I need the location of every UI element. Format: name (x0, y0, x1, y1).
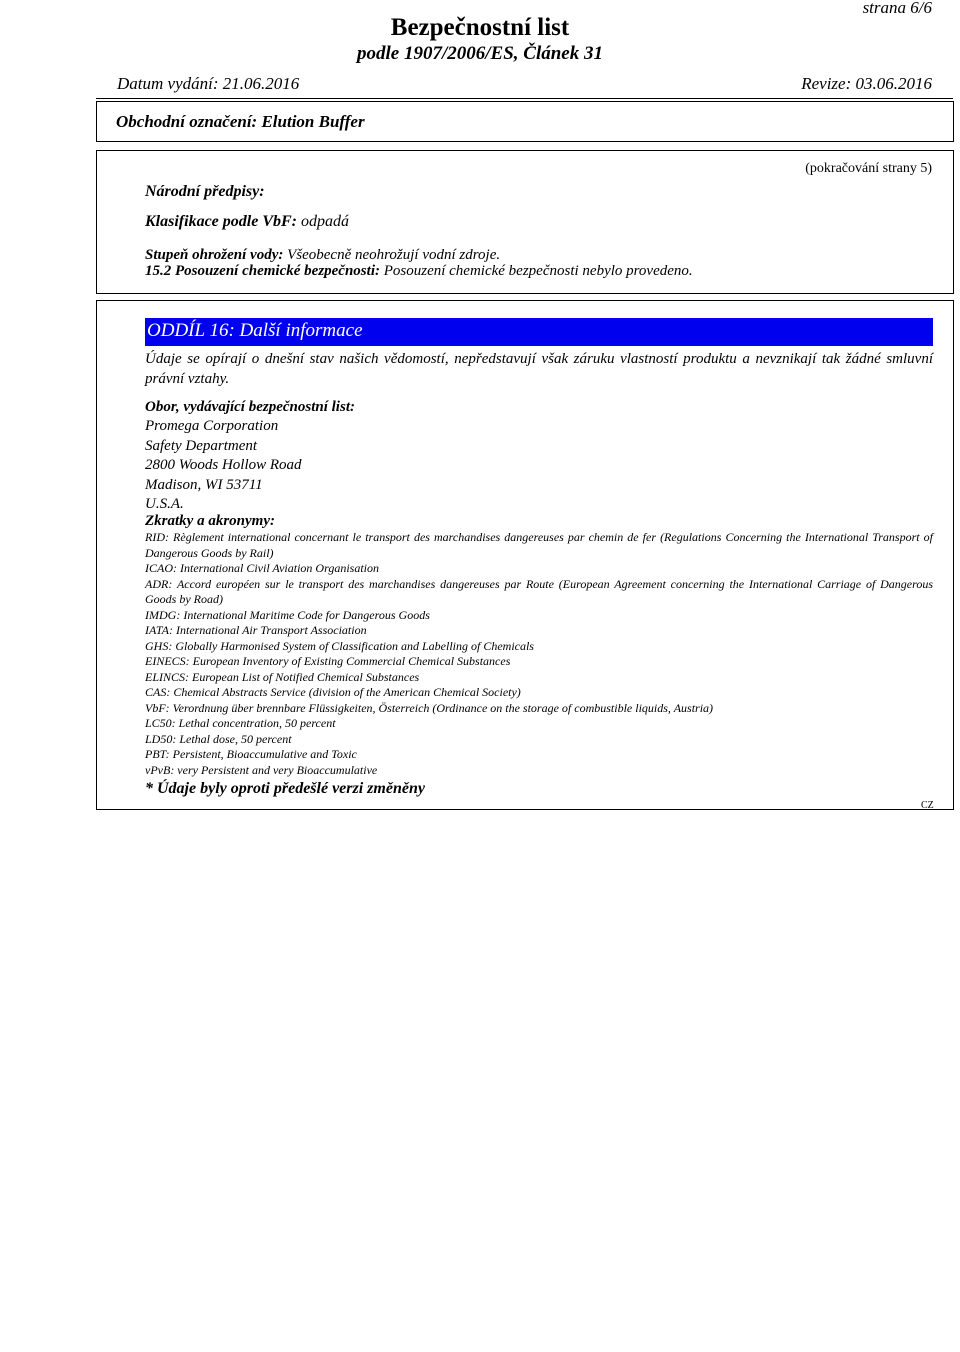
previous-section-box (96, 150, 954, 294)
vbf-classification (145, 213, 349, 231)
issuer-line: 2800 Woods Hollow Road (145, 457, 302, 473)
abbreviation-item: LD50: Lethal dose, 50 percent (145, 731, 292, 746)
trade-name: Obchodní označení: Elution Buffer (116, 112, 365, 131)
national-regulations-label: Národní předpisy: (145, 183, 265, 200)
issuer-line: U.S.A. (145, 496, 184, 512)
issuer-address (145, 417, 302, 515)
issuer-line: Madison, WI 53711 (145, 476, 263, 493)
abbreviation-item: GHS: Globally Harmonised System of Classification and Labelling of Chemicals (145, 638, 534, 653)
section-16-heading: ODDÍL 16: Další informace (145, 318, 933, 346)
csa-label: 15.2 Posouzení chemické bezpečnosti: (145, 263, 380, 279)
abbreviations-list (145, 530, 933, 778)
document-subtitle: podle 1907/2006/ES, Článek 31 (357, 43, 603, 64)
abbreviation-item: RID: Règlement international concernant le transport des marchandises dangereuses par chemin de fer (Regulations Concerning the International Transport of Dangerous Goods by Rail) (145, 530, 933, 560)
abbreviation-item: EINECS: European Inventory of Existing Commercial Chemical Substances (145, 654, 511, 668)
vbf-label: Klasifikace podle VbF: (145, 213, 297, 230)
header-divider (96, 98, 953, 99)
vbf-value: odpadá (296, 213, 349, 230)
csa-value: Posouzení chemické bezpečnosti nebylo provedeno. (379, 263, 693, 279)
issuer-label: Obor, vydávající bezpečnostní list: (145, 399, 355, 415)
issuer-line: Promega Corporation (145, 418, 279, 434)
abbreviation-item: VbF: Verordnung über brennbare Flüssigkeiten, Österreich (Ordinance on the storage of combustible liquids, Austria) (145, 700, 714, 715)
revision-date: Revize: 03.06.2016 (801, 74, 932, 93)
abbreviation-item: ICAO: International Civil Aviation Organisation (145, 561, 379, 575)
water-hazard (145, 247, 500, 264)
language-code: CZ (921, 800, 934, 811)
section-16-box (96, 300, 954, 810)
abbreviation-item: ADR: Accord européen sur le transport des marchandises dangereuses par Route (European Agreement concerning the International Carriage of Dangerous Goods by Road) (145, 576, 933, 606)
abbreviation-item: ELINCS: European List of Notified Chemical Substances (145, 669, 420, 684)
changed-note: * Údaje byly oproti předešlé verzi změněny (145, 780, 425, 797)
trade-name-box (96, 101, 954, 142)
section-16-intro: Údaje se opírají o dnešní stav našich vědomostí, nepředstavují však záruku vlastností produktu a nevznikají tak žádné smluvní právní vztahy. (145, 351, 933, 387)
issue-date: Datum vydání: 21.06.2016 (117, 74, 300, 93)
page-number: strana 6/6 (862, 0, 932, 17)
issuer-line: Safety Department (145, 437, 258, 454)
abbreviation-item: IMDG: International Maritime Code for Dangerous Goods (145, 607, 430, 622)
document-title: Bezpečnostní list (390, 14, 570, 41)
abbreviation-item: CAS: Chemical Abstracts Service (division of the American Chemical Society) (145, 685, 521, 699)
abbreviation-item: vPvB: very Persistent and very Bioaccumulative (145, 762, 378, 777)
abbreviation-item: IATA: International Air Transport Association (145, 623, 367, 637)
abbreviation-item: PBT: Persistent, Bioaccumulative and Toxic (145, 747, 357, 761)
water-label: Stupeň ohrožení vody: (145, 247, 284, 263)
water-value: Všeobecně neohrožují vodní zdroje. (283, 247, 501, 263)
abbreviations-label: Zkratky a akronymy: (145, 513, 275, 529)
abbreviation-item: LC50: Lethal concentration, 50 percent (145, 716, 336, 730)
continuation-note: (pokračování strany 5) (805, 161, 932, 176)
chemical-safety-assessment (145, 263, 693, 280)
